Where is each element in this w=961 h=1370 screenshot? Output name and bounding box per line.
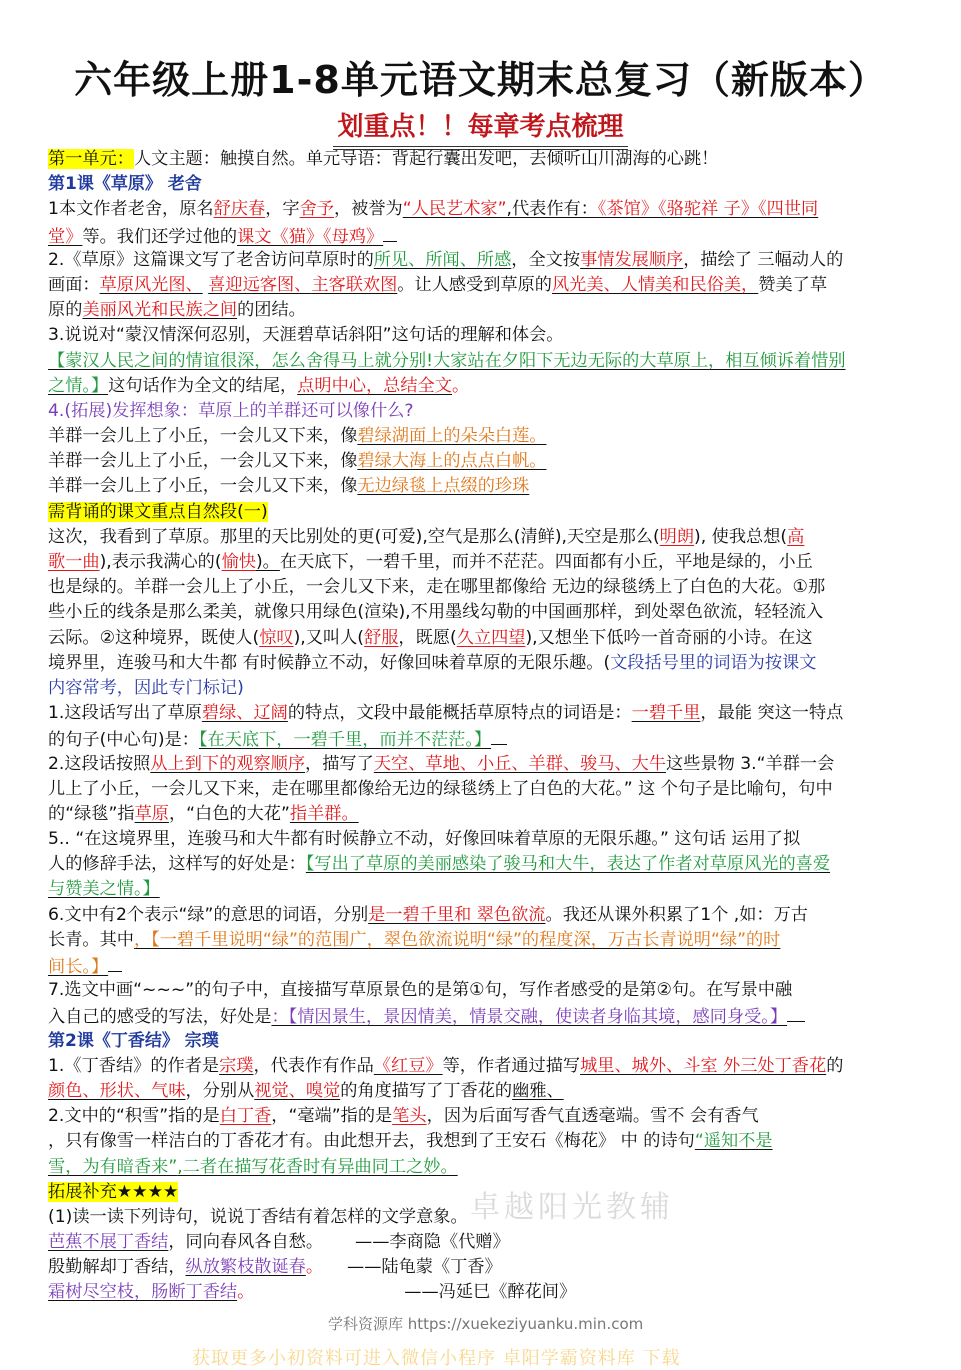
l1-r6-line2 — [48, 928, 914, 953]
text: 。让人感受到草原的 — [397, 274, 552, 295]
answer: 高 — [787, 526, 805, 547]
l1-r7-line2 — [48, 1003, 914, 1028]
answer: 舒服 — [364, 627, 399, 648]
answer: 久立四望 — [456, 627, 526, 648]
note: 文段括号里的词语为按课文 — [610, 652, 817, 673]
text: 等。我们还学过他的 — [82, 226, 238, 247]
brand-watermark: 卓越阳光教辅 — [470, 1190, 674, 1225]
l2-q2-line1 — [48, 1104, 914, 1129]
answer: 一碧千里 — [631, 703, 701, 724]
answer: 喜迎远客图、 — [208, 274, 312, 295]
text: 云际。②这种境界，既使人( — [48, 627, 260, 648]
text: 这些景物 3.“羊群一会 — [666, 753, 835, 774]
answer: 所见、所闻、所感 — [373, 249, 512, 270]
poem-1 — [48, 1230, 914, 1255]
text: ，字 — [265, 199, 300, 220]
recite-p6 — [48, 651, 914, 676]
l1-r7-line1: 7.选文中画“~~~”的句子中，直接描写草原景色的是第①句，写作者感受的是第②句。在写景中融 — [48, 980, 793, 1001]
recite-p5 — [48, 626, 914, 651]
lesson-heading: 第2课《丁香结》 宗璞 — [48, 1030, 219, 1051]
answer: 颜色、形状、气味 — [48, 1080, 186, 1101]
answer: 雪，为有暗香来” — [48, 1156, 178, 1177]
text: 长青。其中 — [48, 929, 134, 950]
l1-q2-line2 — [48, 273, 914, 298]
answer: 笔头 — [392, 1106, 427, 1127]
answer: 指羊群。 — [289, 803, 359, 824]
text: 羊群一会儿上了小丘，一会儿又下来，像 — [48, 426, 358, 447]
poem-highlight: 纵放繁枝散诞春 — [185, 1257, 306, 1278]
text: 。我还从课外积累了1个 ,如：万古 — [545, 904, 808, 925]
text: 这句话作为全文的结尾， — [108, 375, 298, 396]
poem-text: 。 — [305, 1257, 324, 1278]
text: ，代表作有作品 — [253, 1055, 374, 1076]
answer: 【在天底下，一碧千里，而并不茫茫。】 — [198, 730, 492, 751]
text: ),表示我满心的( — [99, 552, 222, 572]
answer: ：【情因景生，景因情美，情景交融，使读者身临其境，感同身受。】 — [271, 1007, 788, 1028]
text: 1.这段话写出了草原 — [48, 703, 202, 724]
text: 的特点，文段中最能概括草原特点的词语是： — [287, 703, 632, 724]
text: 画面： — [48, 274, 100, 295]
answer: 《红豆》 — [373, 1055, 443, 1076]
text: 境界里，连骏马和大牛都 有时候静立不动，好像回味着草原的无限乐趣。( — [48, 652, 611, 673]
answer: 主客联欢图 — [311, 274, 398, 295]
l1-r5-line3 — [48, 877, 914, 902]
blank-line — [491, 726, 507, 745]
text: 入自己的感受的写法，好处是 — [48, 1007, 272, 1028]
l1-r5-line2 — [48, 852, 914, 877]
poem-text: 殷勤解却丁香结， — [48, 1257, 186, 1278]
unit-intro — [48, 147, 914, 172]
answer: 天空、草地、小丘、羊群、骏马、大牛 — [373, 753, 667, 774]
text: 。 — [451, 375, 470, 396]
text: ), — [694, 526, 707, 547]
text: ，最能 突这一特点 — [700, 703, 844, 724]
answer: 堂》 — [48, 226, 83, 247]
l1-r6-line1 — [48, 903, 914, 928]
answer: “人民艺术家” — [402, 199, 507, 220]
recite-p2 — [48, 550, 914, 575]
l1-q3-question: 3.说说对“蒙汉情深何忍别，天涯碧草话斜阳”这句话的理解和体会。 — [48, 325, 564, 346]
text: 羊群一会儿上了小丘，一会儿又下来，像 — [48, 451, 358, 472]
l1-q4-answer-2 — [48, 449, 914, 474]
answer: 间长。】 — [48, 957, 109, 977]
recite-p4: 些小丘的线条是那么柔美，就像只用绿色(渲染),不用墨线勾勒的中国画那样，到处翠色欲流，轻轻流入 — [48, 602, 824, 623]
answer: 视觉、嗅觉 — [254, 1080, 341, 1101]
text: 的 — [826, 1055, 844, 1076]
answer: 点明中心，总结全文 — [297, 375, 452, 396]
l1-r2-line2: 儿上了小丘，一会儿又下来，走在哪里都像给无边的绿毯绣上了白色的大花。” 这 个句子是比喻句，句中 — [48, 778, 833, 799]
text: 的“绿毯”指 — [48, 803, 135, 824]
answer: 碧绿湖面上的朵朵白莲。 — [357, 426, 547, 447]
poem-2 — [48, 1255, 914, 1280]
text: ，分别从 — [185, 1080, 255, 1101]
poem-3 — [48, 1280, 914, 1305]
text: 这次，我看到了草原。那里的天比别处的更(可爱),空气是那么(清鲜),天空是那么( — [48, 526, 660, 547]
answer: 碧绿大海上的点点白帆。 — [357, 451, 547, 472]
l2-q2-line2 — [48, 1129, 914, 1154]
answer: “遥知不是 — [694, 1131, 773, 1152]
text: 人的修辞手法，这样写的好处是： — [48, 854, 306, 875]
l1-r1-line1 — [48, 701, 914, 726]
text: 1本文作者老舍，原名 — [48, 199, 214, 220]
page-title: 六年级上册1-8单元语文期末总复习（新版本） — [74, 58, 887, 102]
recite-p1 — [48, 525, 914, 550]
text: 2.这段话按照 — [48, 753, 151, 774]
answer: 课文《猫》《母鸡》 — [237, 226, 384, 247]
text: 1.《丁香结》的作者是 — [48, 1055, 220, 1076]
l2-q2-line3 — [48, 1155, 914, 1180]
answer: 白丁香 — [219, 1106, 272, 1127]
blank-line — [108, 953, 122, 972]
blank-line — [787, 1003, 805, 1022]
l2-q1-line1 — [48, 1054, 914, 1079]
l1-r1-line2 — [48, 726, 914, 751]
answer: ，【一碧千里说明“绿”的范围广，翠色欲流说明“绿”的程度深，万古长青说明“绿”的时 — [133, 929, 781, 950]
poem-credit: ——李商隐《代赠》 — [355, 1232, 510, 1253]
answer: 碧绿、辽阔 — [201, 703, 288, 724]
text: 2.文中的“积雪”指的是 — [48, 1106, 220, 1127]
l1-q4-answer-3 — [48, 474, 914, 499]
text: ，被誉为 — [333, 199, 403, 220]
text: ，“白色的大花” — [168, 803, 290, 824]
answer: 草原风光图、 — [99, 274, 203, 295]
text: )。 — [255, 552, 280, 572]
l1-r2-line3 — [48, 802, 914, 827]
extension-question: (1)读一读下列诗句，说说丁香结有着怎样的文学意象。 — [48, 1206, 468, 1227]
answer: 从上到下的观察顺序 — [150, 753, 306, 774]
text: 羊群一会儿上了小丘，一会儿又下来，像 — [48, 476, 358, 497]
document-body — [48, 147, 914, 1306]
l1-q3-answer-line2 — [48, 374, 914, 399]
answer: 是一碧千里和 翠色欲流 — [368, 904, 546, 925]
recite-label: 需背诵的课文重点自然段(一) — [48, 501, 268, 522]
recite-p3: 也是绿的。羊群一会儿上了小丘，一会儿又下来，走在哪里都像给 无边的绿毯绣上了白色的大花。①那 — [48, 577, 826, 598]
text: 等，作者通过描写 — [442, 1055, 581, 1076]
answer: 《茶馆》《骆驼祥 子》《四世同 — [597, 199, 819, 220]
text: 6.文中有2个表示“绿”的意思的词语，分别 — [48, 904, 369, 925]
text: ，“毫端”指的是 — [271, 1106, 393, 1127]
l1-q2-line3 — [48, 298, 914, 323]
page-subtitle: 划重点！！每章考点梳理 — [333, 110, 627, 150]
text: 的团结。 — [237, 300, 306, 321]
text: ),又叫人( — [293, 627, 365, 648]
answer: 之情。】 — [48, 375, 109, 396]
lesson-heading: 第1课《草原》 老舍 — [48, 174, 202, 195]
poem-text: 。 — [237, 1282, 255, 1303]
answer: 事情发展顺序 — [580, 249, 684, 270]
text: 赞美了草 — [758, 274, 828, 295]
answer: 风光美、人情美和民俗美， — [551, 274, 759, 295]
answer: 城里、城外、斗室 外三处丁香花 — [580, 1055, 827, 1076]
text: 的角度描写了丁香花的 — [340, 1080, 513, 1101]
text: ，描写了 — [305, 753, 374, 774]
poem-highlight: 霜树尽空枝，肠断丁香结 — [48, 1282, 238, 1303]
site-watermark: 学科资源库 https://xuekeziyuanku.min.com — [328, 1315, 644, 1333]
answer: ,二者在描写花香时有异曲同工之妙。 — [177, 1156, 458, 1177]
poem-credit: ——冯延巳《醉花间》 — [404, 1282, 577, 1303]
subtitle-container — [0, 110, 961, 150]
answer: 无边绿毯上点缀的珍珠 — [357, 476, 530, 497]
l1-r5-line1: 5.. “在这境界里，连骏马和大牛都有时候静立不动，好像回味着草原的无限乐趣。” 这句话 运用了拟 — [48, 829, 801, 850]
l1-q1-line1 — [48, 197, 914, 222]
text: ，只有像雪一样洁白的丁香花才有。由此想开去，我想到了王安石《梅花》 中 的诗句 — [48, 1131, 695, 1152]
l2-q1-line2 — [48, 1079, 914, 1104]
l1-q4-answer-1 — [48, 424, 914, 449]
answer: 舒庆春 — [213, 199, 266, 220]
answer: 美丽风光和民族之间 — [82, 300, 238, 321]
extension-label: 拓展补充★★★★ — [48, 1181, 179, 1202]
promo-watermark: 获取更多小初资料可进入微信小程序 卓阳学霸资料库 下载 — [192, 1348, 681, 1369]
l1-q3-answer-line1 — [48, 349, 914, 374]
unit-intro-text: 人文主题：触摸自然。单元导语：背起行囊出发吧，去倾听山川湖海的心跳！ — [133, 149, 719, 169]
text: 2.《草原》这篇课文写了老舍访问草原时的 — [48, 249, 374, 270]
text: ),又想坐下低吟一首奇丽的小诗。在这 — [525, 627, 813, 648]
answer: 愉快 — [221, 552, 256, 572]
blank-line — [383, 223, 397, 242]
text: 使我总想( — [706, 526, 788, 547]
text: 的句子(中心句)是： — [48, 730, 199, 751]
text: ，全文按 — [511, 249, 581, 270]
text: ,代表作有： — [506, 199, 598, 220]
answer: 【写出了草原的美丽感染了骏马和大牛，表达了作者对草原风光的喜爱 — [305, 854, 831, 875]
poem-highlight: 芭蕉不展丁香结 — [48, 1232, 169, 1253]
unit-label: 第一单元： — [48, 149, 134, 169]
l1-q2-line1 — [48, 248, 914, 273]
answer: 惊叹 — [259, 627, 294, 648]
recite-p7: 内容常考，因此专门标记) — [48, 677, 244, 698]
recite-label-line — [48, 500, 914, 525]
poem-text: ，同向春风各自愁。 — [168, 1232, 324, 1253]
text: 原的 — [48, 300, 83, 321]
text: ，因为后面写香气直透毫端。雪不 会有香气 — [426, 1106, 759, 1127]
answer: 与赞美之情。】 — [48, 879, 160, 900]
text: ，描绘了 三幅动人的 — [683, 249, 844, 270]
answer: 【蒙汉人民之间的情谊很深，怎么舍得马上就分别!大家站在夕阳下无边无际的大草原上，相互倾诉着惜别 — [48, 350, 846, 371]
l1-q4-question: 4.(拓展)发挥想象：草原上的羊群还可以像什么? — [48, 400, 414, 421]
l1-r6-line3 — [48, 953, 914, 978]
answer: 歌一曲 — [48, 552, 100, 572]
text: ，既愿( — [398, 627, 457, 648]
l1-r2-line1 — [48, 752, 914, 777]
text: 在天底下，一碧千里，而并不茫茫。四面都有小丘，平地是绿的，小丘 — [279, 552, 813, 572]
l1-q1-line2 — [48, 223, 914, 248]
answer: 明朗 — [659, 526, 695, 547]
answer: 舍予 — [299, 199, 334, 220]
answer: 幽雅、 — [512, 1080, 564, 1101]
poem-credit: ——陆龟蒙《丁香》 — [347, 1257, 502, 1278]
answer: 草原 — [134, 803, 169, 824]
answer: 宗璞 — [219, 1055, 254, 1076]
